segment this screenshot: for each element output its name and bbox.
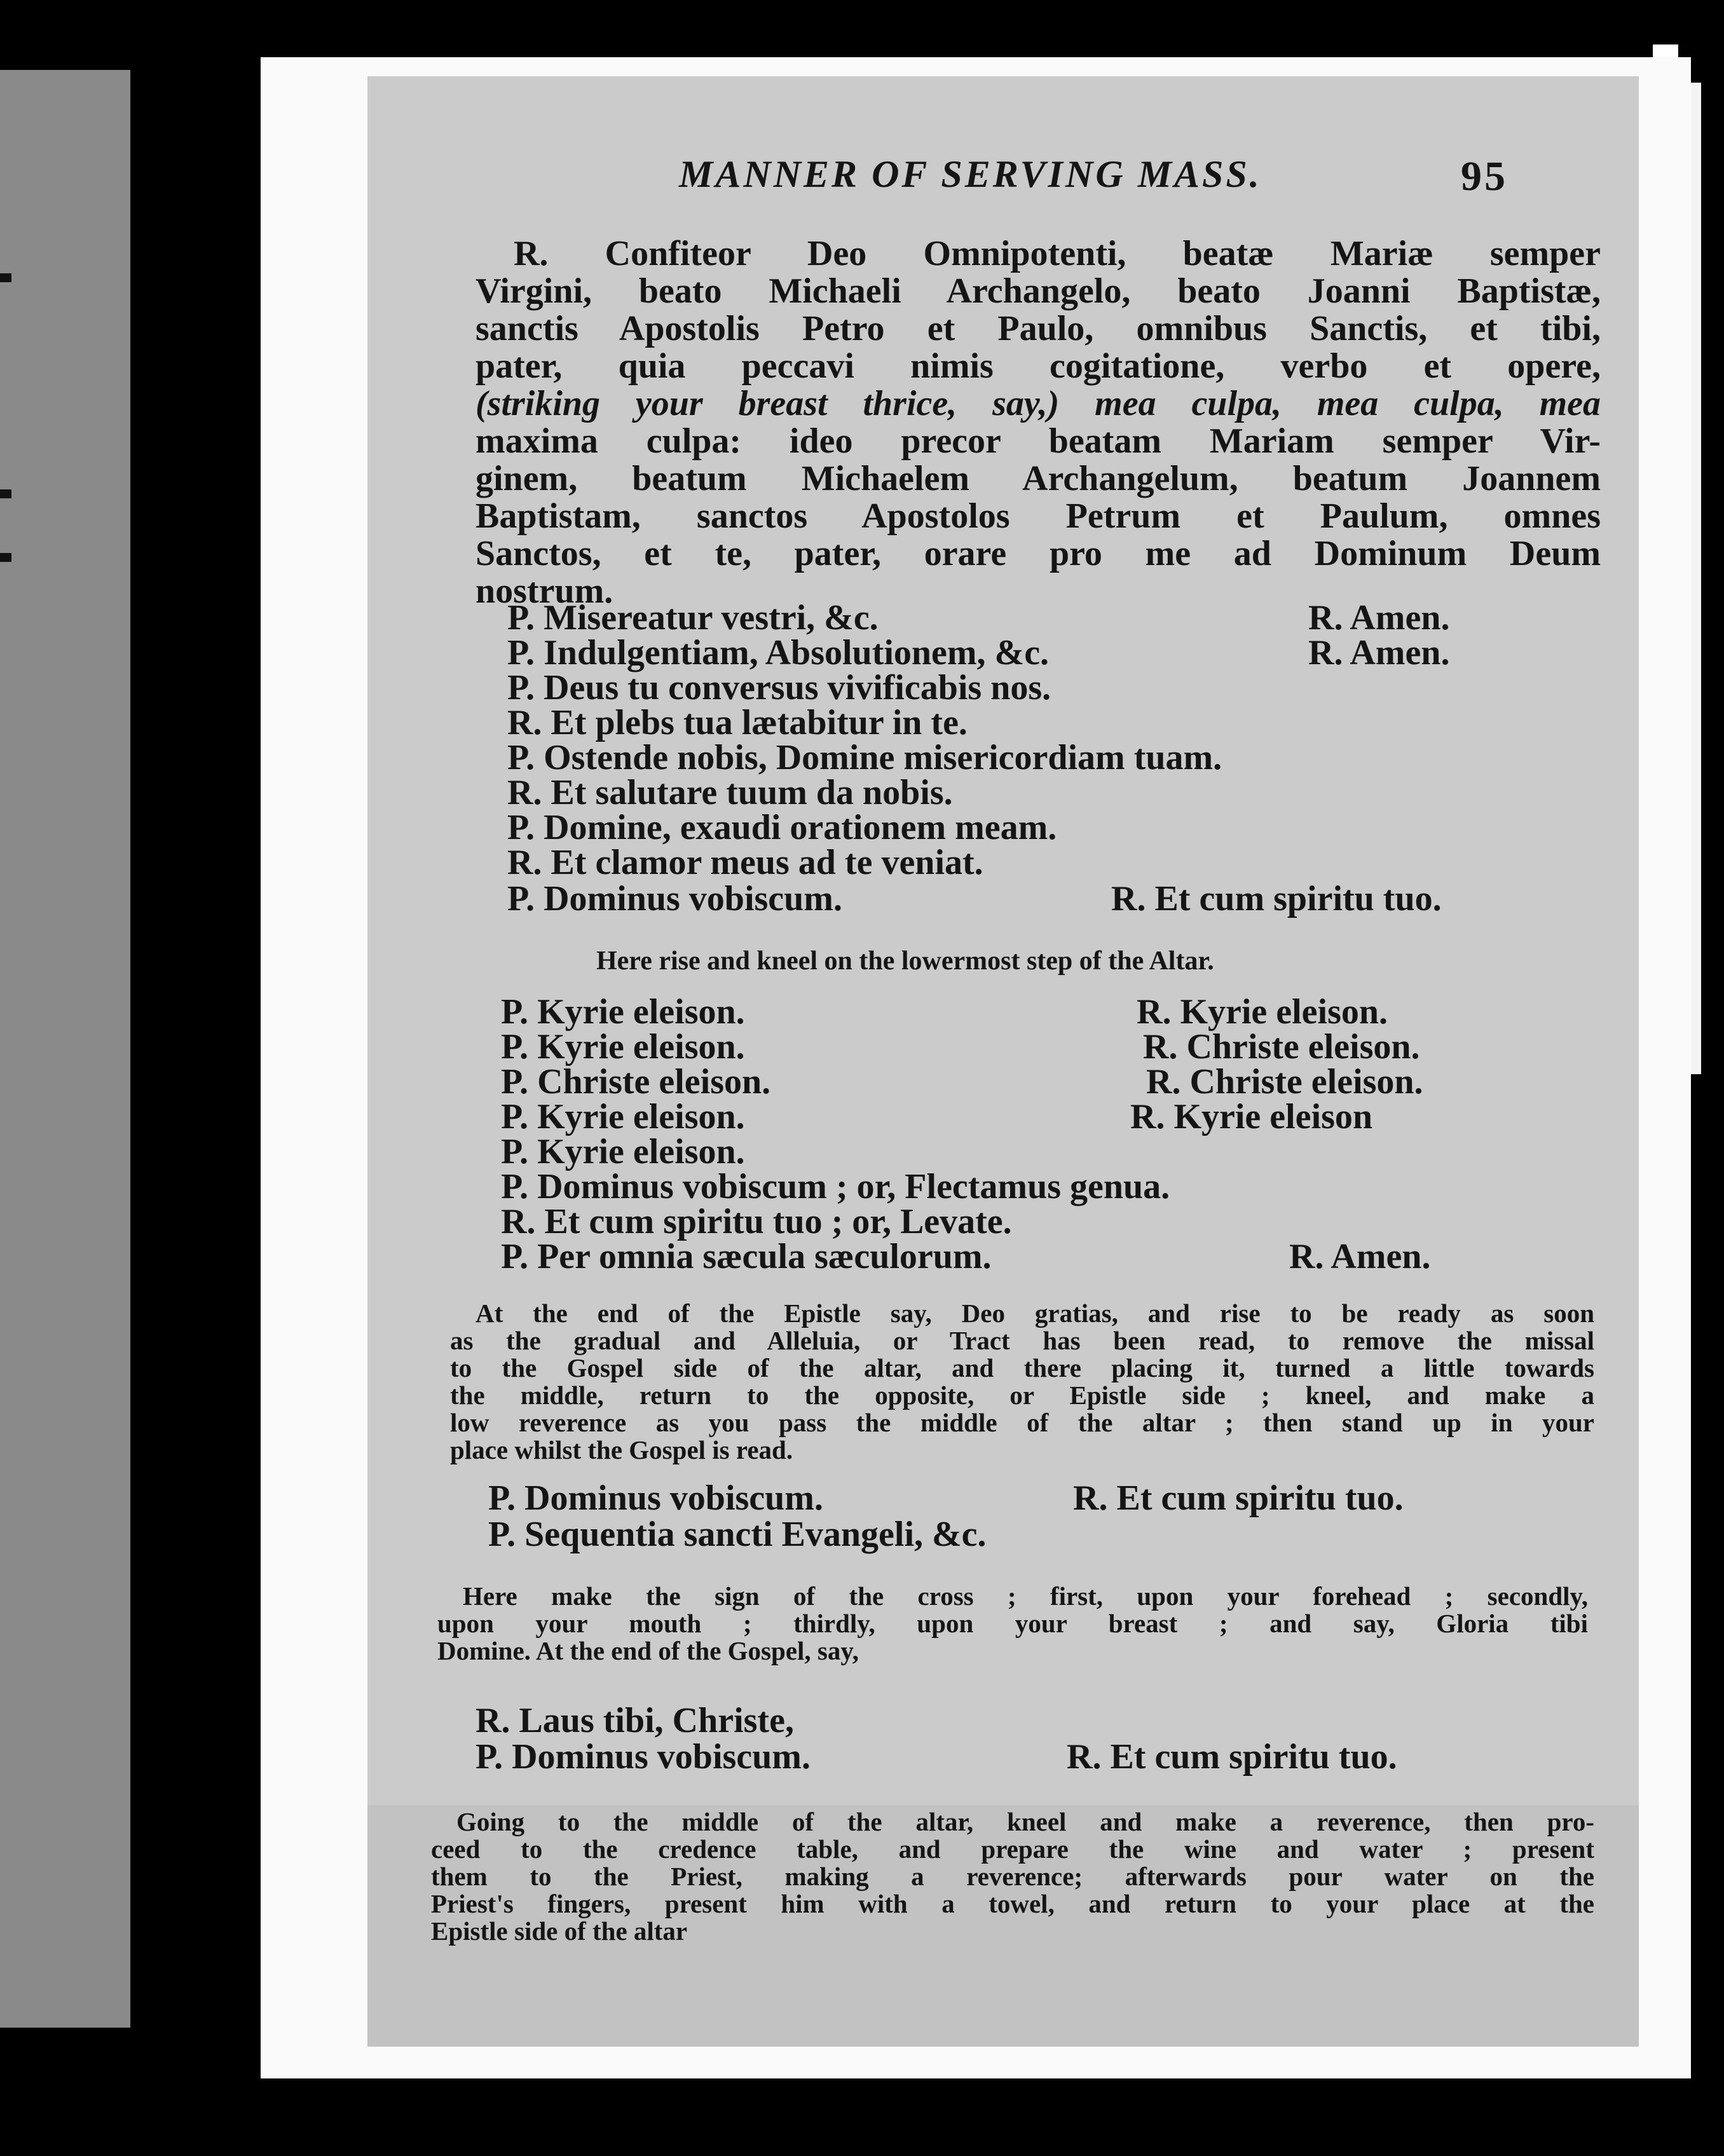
- response-row: [501, 1061, 1601, 1102]
- text-line: Going to the middle of the altar, kneel and make a reverence, then pro-: [456, 1807, 1594, 1836]
- text-line: them to the Priest, making a reverence; afterwards pour water on the: [431, 1862, 1594, 1891]
- text-line: Epistle side of the altar: [431, 1916, 688, 1946]
- reply: R. Christe eleison.: [1146, 1062, 1423, 1102]
- reply: R. Kyrie eleison.: [1137, 992, 1388, 1032]
- reply: R. Et cum spiritu tuo.: [1067, 1737, 1397, 1777]
- text-line: nostrum.: [475, 571, 613, 611]
- response-row: [501, 1027, 1601, 1067]
- server-line: R. Et cum spiritu tuo ; or, Levate.: [501, 1202, 1012, 1241]
- text-line: upon your mouth ; thirdly, upon your breast ; and say, Gloria tibi: [437, 1609, 1588, 1638]
- server-line: R. Et plebs tua lætabitur in te.: [507, 703, 968, 742]
- server-line: R. Et salutare tuum da nobis.: [507, 773, 953, 812]
- reply: R. Kyrie eleison: [1130, 1097, 1373, 1136]
- server-line: R. Et clamor meus ad te veniat.: [507, 843, 983, 882]
- margin-mark: [0, 489, 11, 498]
- text-line: R. Confiteor Deo Omnipotenti, beatæ Mariæ semper: [514, 234, 1601, 273]
- margin-mark: [0, 273, 11, 282]
- priest-line: P. Dominus vobiscum.: [507, 879, 842, 918]
- text-line: Sanctos, et te, pater, orare pro me ad Dominum Deum: [475, 534, 1601, 573]
- text-line: At the end of the Epistle say, Deo gratias, and rise to be ready as soon: [475, 1299, 1594, 1328]
- priest-line: P. Deus tu conversus vivificabis nos.: [507, 668, 1051, 707]
- priest-line: P. Kyrie eleison.: [501, 1027, 745, 1067]
- response-row: [488, 1478, 1594, 1518]
- margin-mark: [0, 553, 11, 562]
- text-line: Baptistam, sanctos Apostolos Petrum et Paulum, omnes: [475, 496, 1601, 536]
- reply: R. Et cum spiritu tuo.: [1073, 1478, 1404, 1518]
- priest-line: P. Sequentia sancti Evangeli, &c.: [488, 1515, 987, 1554]
- reply: R. Amen.: [1308, 598, 1450, 638]
- text-line: the middle, return to the opposite, or Epistle side ; kneel, and make a: [450, 1381, 1594, 1410]
- text-line: Priest's fingers, present him with a towel, and return to your place at the: [431, 1889, 1594, 1918]
- text-line: Domine. At the end of the Gospel, say,: [437, 1636, 859, 1665]
- priest-line: P. Christe eleison.: [501, 1062, 771, 1102]
- text-line: pater, quia peccavi nimis cogitatione, verbo et opere,: [475, 346, 1601, 386]
- priest-line: P. Misereatur vestri, &c.: [507, 598, 879, 638]
- rubric-4: [431, 1808, 1594, 1945]
- text-line: Virgini, beato Michaeli Archangelo, beato Joanni Baptistæ,: [475, 271, 1601, 311]
- text-line: as the gradual and Alleluia, or Tract has been read, to remove the missal: [450, 1326, 1594, 1355]
- server-line: R. Laus tibi, Christe,: [475, 1701, 794, 1740]
- response-row: [507, 597, 1601, 638]
- text-line: low reverence as you pass the middle of the altar ; then stand up in your: [450, 1408, 1594, 1437]
- text-line: to the Gospel side of the altar, and there placing it, turned a little towards: [450, 1353, 1594, 1382]
- priest-line: P. Kyrie eleison.: [501, 992, 745, 1032]
- reply: R. Et cum spiritu tuo.: [1111, 879, 1442, 918]
- rubric-1: Here rise and kneel on the lowermost step of the Altar.: [596, 946, 1214, 976]
- text-line: sanctis Apostolis Petro et Paulo, omnibus Sanctis, et tibi,: [475, 309, 1601, 348]
- priest-line: P. Ostende nobis, Domine misericordiam tuam.: [507, 738, 1222, 777]
- priest-line: P. Dominus vobiscum.: [488, 1478, 823, 1518]
- text-line: maxima culpa: ideo precor beatam Mariam semper Vir-: [475, 421, 1601, 461]
- response-row: [501, 1096, 1601, 1136]
- priest-line: P. Indulgentiam, Absolutionem, &c.: [507, 633, 1050, 672]
- priest-line: P. Kyrie eleison.: [501, 1097, 745, 1136]
- response-row: [475, 1736, 1594, 1777]
- response-row: [507, 632, 1601, 672]
- priest-line: P. Per omnia sæcula sæculorum.: [501, 1237, 992, 1276]
- running-header: MANNER OF SERVING MASS.: [679, 153, 1262, 195]
- reply: R. Christe eleison.: [1143, 1027, 1420, 1067]
- text-line: ceed to the credence table, and prepare the wine and water ; present: [431, 1834, 1594, 1864]
- rubric-2: [450, 1300, 1594, 1464]
- text-line: ginem, beatum Michaelem Archangelum, beatum Joannem: [475, 459, 1601, 498]
- reply: R. Amen.: [1289, 1237, 1431, 1276]
- book-page: [367, 76, 1639, 2047]
- response-row: [501, 992, 1601, 1032]
- priest-line: P. Kyrie eleison.: [501, 1132, 745, 1171]
- priest-line: P. Domine, exaudi orationem meam.: [507, 808, 1057, 847]
- priest-line: P. Dominus vobiscum.: [475, 1737, 811, 1777]
- priest-line: P. Dominus vobiscum ; or, Flectamus genua.: [501, 1167, 1170, 1206]
- adjacent-page-strip: [0, 70, 130, 2028]
- text-line: (striking your breast thrice, say,) mea culpa, mea culpa, mea: [475, 384, 1601, 423]
- reply: R. Amen.: [1308, 633, 1450, 672]
- page-number: 95: [1461, 153, 1508, 200]
- response-row: [501, 1236, 1601, 1276]
- confiteor-paragraph: [475, 235, 1601, 610]
- text-line: Here make the sign of the cross ; first, upon your forehead ; secondly,: [463, 1581, 1588, 1611]
- response-row: [507, 878, 1601, 918]
- rubric-3: [437, 1583, 1588, 1665]
- text-line: place whilst the Gospel is read.: [450, 1435, 793, 1464]
